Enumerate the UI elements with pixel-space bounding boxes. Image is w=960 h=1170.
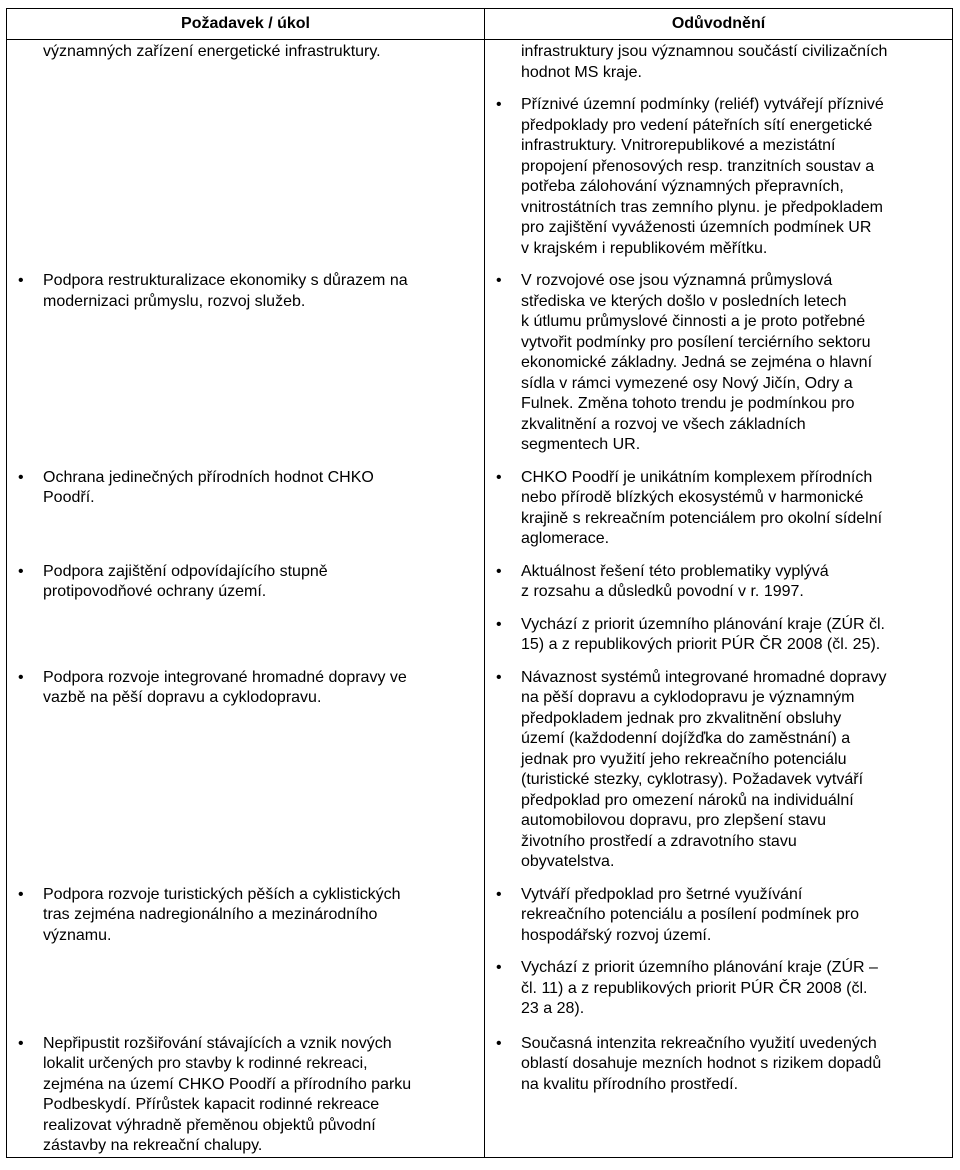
requirement-bullet: • Podpora restrukturalizace ekonomiky s důrazem na modernizaci průmyslu, rozvoj služeb. (7, 271, 484, 312)
justification-bullet: • Vychází z priorit územního plánování kraje (ZÚR čl. 15) a z republikových priorit PÚR ČR 2008 (čl. 25). (485, 615, 952, 656)
justification-bullet: • Aktuálnost řešení této problematiky vyplývá z rozsahu a důsledků povodní v r. 1997. (485, 562, 952, 603)
table-row (7, 271, 953, 468)
justification-bullet: • Současná intenzita rekreačního využití uvedených oblastí dosahuje mezních hodnot s rizikem dopadů na kvalitu přírodního prostředí. (485, 1034, 952, 1096)
requirement-bullet: • Nepřipustit rozšiřování stávajících a vznik nových lokalit určených pro stavby k rodinné rekreaci, zejména na území CHKO Poodří a přírodního parku Podbeskydí. Přírůstek kapacit rodinné rekreace realizovat výhradně přeměnou objektů původní zástavby na rekreační chalupy. (7, 1034, 484, 1157)
requirement-cell (7, 885, 485, 1034)
requirement-bullet: • Ochrana jedinečných přírodních hodnot CHKO Poodří. (7, 468, 484, 509)
requirement-cell (7, 468, 485, 562)
table-row (7, 40, 953, 272)
requirements-table (6, 8, 953, 1158)
justification-bullet: • Vytváří předpoklad pro šetrné využívání rekreačního potenciálu a posílení podmínek pro hospodářský rozvoj území. (485, 885, 952, 947)
justification-cell (485, 885, 953, 1034)
requirement-bullet: • Podpora rozvoje turistických pěších a cyklistických tras zejména nadregionálního a mezinárodního významu. (7, 885, 484, 947)
justification-bullet: • V rozvojové ose jsou významná průmyslová střediska ve kterých došlo v posledních letech k útlumu průmyslové činnosti a je proto potřebné vytvořit podmínky pro posílení terciérního sektoru ekonomické základny. Jedná se zejména o hlavní sídla v rámci vymezené osy Nový Jičín, Odry a Fulnek. Změna tohoto trendu je podmínkou pro zkvalitnění a rozvoj ve všech základních segmentech UR. (485, 271, 952, 456)
table-row (7, 668, 953, 885)
justification-bullet: • Příznivé územní podmínky (reliéf) vytvářejí příznivé předpoklady pro vedení páteřních sítí energetické infrastruktury. Vnitrorepublikové a mezistátní propojení přenosových resp. tranzitních soustav a potřeba zálohování významných přepravních, vnitrostátních tras zemního plynu. je předpokladem pro zajištění vyváženosti územních podmínek UR v krajském i republikovém měřítku. (485, 95, 952, 259)
table-row (7, 1034, 953, 1158)
table-row (7, 468, 953, 562)
requirement-bullet: • Podpora zajištění odpovídajícího stupně protipovodňové ochrany území. (7, 562, 484, 603)
table-row (7, 885, 953, 1034)
justification-bullet: • CHKO Poodří je unikátním komplexem přírodních nebo přírodě blízkých ekosystémů v harmonické krajině s rekreačním potenciálem pro okolní sídelní aglomerace. (485, 468, 952, 550)
table-header-row (7, 9, 953, 40)
justification-text: infrastruktury jsou významnou součástí civilizačních hodnot MS kraje. (521, 43, 888, 81)
justification-cell (485, 271, 953, 468)
requirement-cell (7, 562, 485, 668)
table-row (7, 562, 953, 668)
header-requirement: Požadavek / úkol (7, 9, 485, 40)
justification-cell (485, 668, 953, 885)
requirement-cell (7, 668, 485, 885)
justification-bullet: • Návaznost systémů integrované hromadné dopravy na pěší dopravu a cyklodopravu je významným předpokladem jednak pro zkvalitnění obsluhy území (každodenní dojížďka do zaměstnání) a jednak pro využití jeho rekreačního potenciálu (turistické stezky, cyklotrasy). Požadavek vytváří předpoklad pro omezení nároků na individuální automobilovou dopravu, pro zlepšení stavu životního prostředí a zdravotního stavu obyvatelstva. (485, 668, 952, 873)
justification-cell (485, 1034, 953, 1158)
header-justification: Odůvodnění (485, 9, 953, 40)
requirement-text: významných zařízení energetické infrastruktury. (43, 43, 381, 60)
requirement-cell (7, 271, 485, 468)
justification-bullet: • Vychází z priorit územního plánování kraje (ZÚR – čl. 11) a z republikových priorit PÚR ČR 2008 (čl. 23 a 28). (485, 958, 952, 1020)
justification-cell (485, 468, 953, 562)
justification-cell (485, 40, 953, 272)
requirement-bullet: • Podpora rozvoje integrované hromadné dopravy ve vazbě na pěší dopravu a cyklodopravu. (7, 668, 484, 709)
justification-cell (485, 562, 953, 668)
requirement-cell (7, 40, 485, 272)
requirement-cell (7, 1034, 485, 1158)
